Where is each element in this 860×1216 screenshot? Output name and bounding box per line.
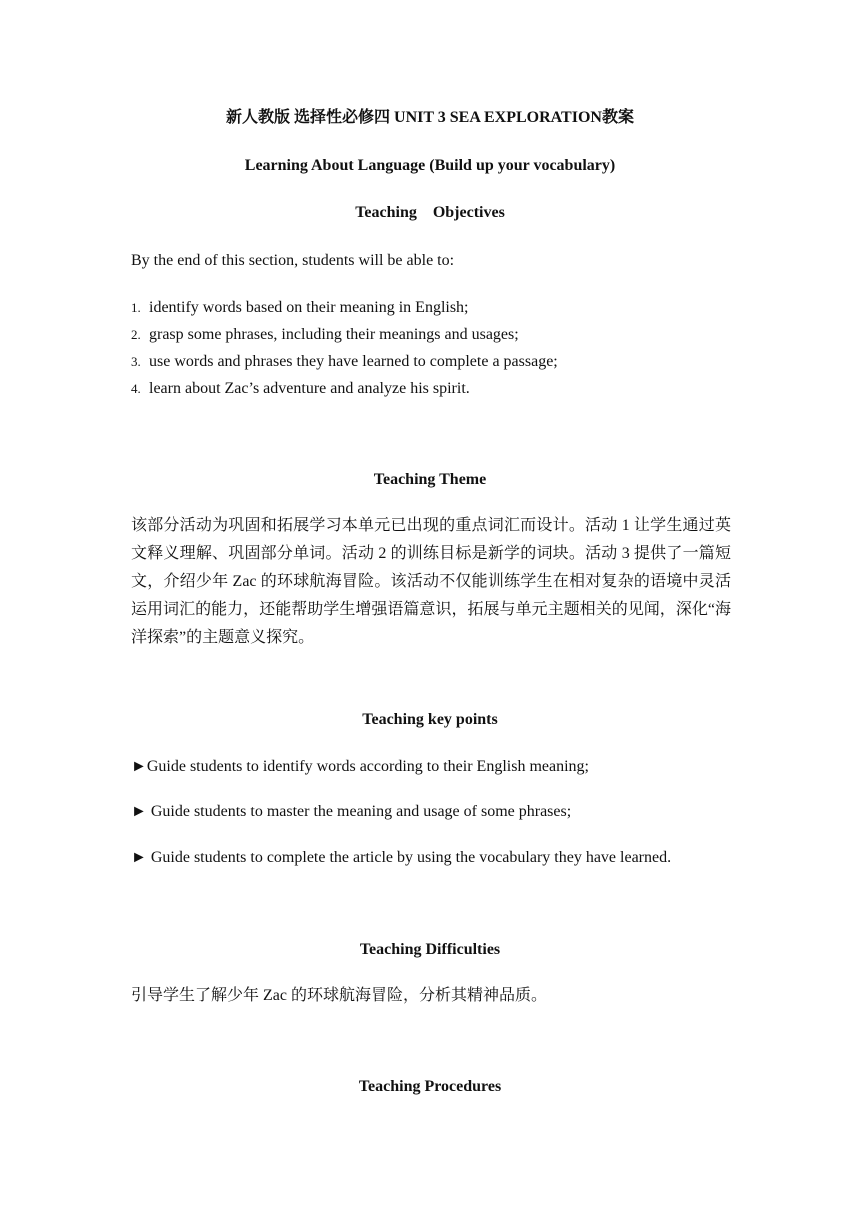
theme-heading: Teaching Theme (373, 471, 487, 488)
list-text: grasp some phrases, including their meanings and usages; (149, 326, 519, 343)
difficulties-body: 引导学生了解少年 Zac 的环球航海冒险，分析其精神品质。 (131, 987, 547, 1004)
key-point-item: ► Guide students to master the meaning and usage of some phrases; (131, 803, 572, 820)
document-subtitle: Learning About Language (Build up your vocabulary) (244, 157, 616, 174)
key-point-item: ►Guide students to identify words according to their English meaning; (131, 758, 589, 775)
key-points-heading: Teaching key points (362, 711, 498, 728)
procedures-heading: Teaching Procedures (358, 1078, 502, 1095)
list-text: learn about Zac’s adventure and analyze his spirit. (149, 380, 470, 397)
key-point-item: ► Guide students to complete the article by using the vocabulary they have learned. (131, 849, 672, 866)
list-number: 4. (131, 381, 141, 396)
difficulties-heading: Teaching Difficulties (359, 941, 501, 958)
objectives-heading: Teaching Objectives (355, 204, 505, 221)
list-item (131, 298, 731, 325)
list-item (131, 325, 731, 352)
list-text: identify words based on their meaning in English; (149, 299, 469, 316)
document-title: 新人教版 选择性必修四 UNIT 3 SEA EXPLORATION教案 (226, 109, 634, 126)
objectives-intro: By the end of this section, students will be able to: (131, 252, 455, 269)
objectives-list (131, 298, 731, 406)
list-number: 2. (131, 327, 141, 342)
list-text: use words and phrases they have learned to complete a passage; (149, 353, 558, 370)
list-item (131, 352, 731, 379)
list-item (131, 379, 731, 406)
theme-body: 该部分活动为巩固和拓展学习本单元已出现的重点词汇而设计。活动 1 让学生通过英文释义理解、巩固部分单词。活动 2 的训练目标是新学的词块。活动 3 提供了一篇短文，介绍少年 Zac 的环球航海冒险。该活动不仅能训练学生在相对复杂的语境中灵活运用词汇的能力，还能帮助学生增强语篇意识，拓展与单元主题相关的见闻，深化“海洋探索”的主题意义探究。 (131, 517, 731, 646)
list-number: 3. (131, 354, 141, 369)
list-number: 1. (131, 300, 141, 315)
